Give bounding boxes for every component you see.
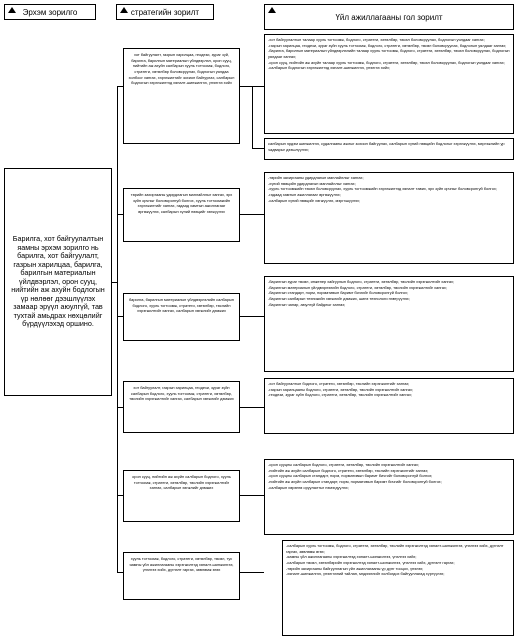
strategy-text: орон сууц, нийтийн аж ахуйн салбарын бодлого, хууль тогтоомж, стратеги, хөтөлбөр, төслийн хэрэгжилтийг хангах, салбарын хөгжлийг дэмжих — [132, 474, 231, 491]
goals-box-6 — [282, 540, 514, 636]
strategy-box-2 — [123, 188, 240, 242]
goal-item: -хот байгуулалтын талаар хууль тогтоомж, бодлого, стратеги, хөтөлбөр, төсөл боловсруулах, бодлогын уялдааг хангах; — [268, 37, 485, 42]
goal-item: -орон сууцны салбарын бодлого, стратеги, хөтөлбөр, төслийн хэрэгжилтийг хангах; — [268, 462, 420, 467]
goal-item: -хууль тогтоомжийн төсөл боловсруулах, хууль тогтоомжийн хэрэгжилтэд хяналт тавих, эрх зүйн орчныг боловсронгуй болгох; — [268, 186, 497, 192]
mission-text: Барилга, хот байгуулалтын яамны эрхэм зорилго нь барилга, хот байгуулалт, газрын харилцаа, барилга, барилгын материалын үйлдвэрлэл, орон сууц, нийтийн аж ахуйн бодлогын үр нөлөөг дээшлүүлэх замаар эрүүл аюулгүй, тав тухтай амьдрах нөхцөлийг бүрдүүлэхэд оршино. — [11, 234, 105, 329]
goal-item: -барилгын стандарт, норм, нормативын баримт бичгийг боловсронгуй болгох; — [268, 290, 409, 296]
strategy-box-1 — [123, 48, 240, 144]
strategy-text: хууль тогтоомж, бодлого, стратеги, хөтөлбөр, төсөл, тус яамны үйл ажиллагааны хэрэгжилтэд хяналт-шинжилгээ, үнэлгээ хийх, дүгнэлт гаргах, зөвлөмж өгөх — [129, 556, 234, 573]
goal-item: -нийтийн аж ахуйн салбарын стандарт, норм, нормативын баримт бичгийг боловсронгуй болгох; — [268, 478, 442, 484]
goal-item: -салбарын хүний нөөцийг хөгжүүлэх, мэргэшүүлэх; — [268, 197, 361, 203]
strategy-box-6 — [123, 552, 240, 600]
header-mission — [4, 4, 96, 20]
goal-item: -салбарын бодлогын хэрэгжилтэд хяналт-шинжилгээ, үнэлгээ хийх; — [268, 65, 391, 71]
connector-right-1c — [252, 148, 264, 149]
mission-box — [4, 168, 112, 396]
goal-item: -хяналт-шинжилгээ, үнэлгээний тайлан, мэдээллийг холбогдох байгууллагад хүргүүлэх; — [286, 571, 445, 577]
goals-box-4 — [264, 378, 514, 434]
goal-item: -барилгын салбарын техникийн хөгжлийг дэмжих, шинэ технологи нэвтрүүлэх; — [268, 295, 410, 301]
header-mission-label: Эрхэм зорилго — [22, 7, 78, 17]
connector-right-2 — [240, 214, 264, 215]
goal-item: -гадаад хамтын ажиллагааг өргөжүүлэх; — [268, 191, 341, 197]
goal-item: -барилгын материалын үйлдвэрлэлийн бодлого, стратеги, хөтөлбөр, төслийн хэрэгжилтийг хангах; — [268, 284, 447, 290]
goal-note: салбарын эрдэм шинжилгээ, судалгааны ажлыг зохион байгуулах, салбарын хүний нөөцийн бодлогыг хэрэгжүүлэх, мэргэжлийн ур чадварыг дээшлүүлэх; — [268, 141, 505, 152]
header-strategy-label: стратегийн зорилт — [130, 7, 200, 17]
connector-right-6 — [240, 572, 264, 573]
connector-right-3 — [240, 316, 264, 317]
goal-item: -салбарын төсөл, хөтөлбөрийн хэрэгжилтэд хяналт-шинжилгээ, үнэлгээ хийх, дүгнэлт гаргах; — [286, 559, 455, 565]
strategy-box-4 — [123, 381, 240, 433]
goals-box-5 — [264, 459, 514, 535]
goal-item: -салбарын хууль тогтоомж, бодлого, стратеги, хөтөлбөр, төслийн хэрэгжилтэд хяналт-шинжилгээ, үнэлгээ хийх, дүгнэлт гаргах, зөвлөмж өгөх; — [286, 543, 504, 554]
strategy-text: төрийн захиргааны удирдлагын манлайллыг хангах, эрх зүйн орчныг боловсронгуй болгох, хууль тогтоомжийн хэрэгжилтийг хангах, гадаад хамтын ажиллагааг өргөжүүлэх, салбарын хүний нөөцийг хөгжүүлэх — [130, 192, 233, 214]
connector-right-1b — [252, 86, 253, 148]
goal-item: -барилгын зураг төсөл, инженер хайгуулын бодлого, стратеги, хөтөлбөр, төслийн хэрэгжилтийг хангах; — [268, 279, 455, 284]
header-strategy — [116, 4, 214, 20]
goal-item: -геодези, зураг зүйн бодлого, стратеги, хөтөлбөр, төслийн хэрэгжилтийг хангах; — [268, 392, 412, 398]
strategy-text: хот байгуулалт, газрын харилцаа, геодези, зураг зүйн салбарын бодлого, хууль тогтоомж, стратеги, хөтөлбөр, төслийн хэрэгжилтийг хангах, салбарын хөгжлийг дэмжих — [129, 385, 234, 402]
triangle-icon — [120, 7, 128, 13]
goal-item: -газрын харилцаа, геодези, зураг зүйн хууль тогтоомж, бодлого, стратеги, хөтөлбөр, төсөл боловсруулах, бодлогын уялдааг хангах; — [268, 42, 507, 48]
goal-item: -хүний нөөцийн удирдлагын манлайллыг хангах; — [268, 180, 356, 186]
triangle-icon — [8, 7, 16, 13]
goals-note-box — [264, 138, 514, 160]
strategy-box-3 — [123, 293, 240, 341]
goal-item: -салбарын хөрөнгө оруулалтыг нэмэгдүүлэх; — [268, 484, 349, 490]
header-goals — [264, 4, 514, 30]
goals-box-2 — [264, 172, 514, 264]
goals-box-3 — [264, 276, 514, 372]
goal-item: -нийтийн аж ахуйн салбарын бодлого, стратеги, хөтөлбөр, төслийн хэрэгжилтийг хангах; — [268, 467, 429, 473]
connector-trunk — [117, 86, 118, 572]
goal-item: -газрын харилцааны бодлого, стратеги, хөтөлбөр, төслийн хэрэгжилтийг хангах; — [268, 386, 414, 392]
goal-item: -яамны үйл ажиллагааны хэрэгжилтэд хяналт-шинжилгээ, үнэлгээ хийх; — [286, 554, 417, 560]
goal-item: -төрийн захиргааны байгууллагын үйл ажиллагааны үр дүнг тооцох, үнэлэх; — [286, 565, 424, 571]
strategy-box-5 — [123, 470, 240, 522]
header-goals-label: Үйл ажиллагааны гол зорилт — [335, 12, 443, 22]
triangle-icon — [268, 7, 276, 13]
connector-right-4 — [240, 407, 264, 408]
goal-item: -орон сууц, нийтийн аж ахуйн талаар хууль тогтоомж, бодлого, стратеги, хөтөлбөр, төсөл боловсруулах, бодлогын уялдааг хангах; — [268, 59, 505, 65]
goal-item: -хот байгуулалтын бодлого, стратеги, хөтөлбөр, төслийн хэрэгжилтийг хангах; — [268, 381, 410, 386]
goal-item: -барилга, барилгын материалын үйлдвэрлэлийн талаар хууль тогтоомж, бодлого, стратеги, хөтөлбөр, төсөл боловсруулах, бодлогын уялдааг хангах; — [268, 48, 510, 59]
strategy-text: хот байгуулалт, газрын харилцаа, геодези, зураг зүй, барилга, барилгын материалын үйлдвэрлэл, орон сууц, нийтийн аж ахуйн салбарын хууль тогтоомж, бодлого, стратеги, хөтөлбөр боловсруулах, бодлогын уялдаа холбоог хангах, хэрэгжилтийг зохион байгуулах, салбарын бодлогын хэрэгжилтэд хяналт-шинжилгээ, үнэлгээ хийх — [128, 52, 235, 86]
goal-item: -төрийн захиргааны удирдлагын манлайллыг хангах; — [268, 175, 364, 180]
strategy-text: барилга, барилгын материалын үйлдвэрлэлийн салбарын бодлого, хууль тогтоомж, стратеги, хөтөлбөр, төслийн хэрэгжилтийг хангах, салбарын хөгжлийг дэмжих — [129, 297, 234, 314]
goals-box-1 — [264, 34, 514, 134]
goal-item: -орон сууцны салбарын стандарт, норм, нормативын баримт бичгийг боловсронгуй болгох; — [268, 473, 433, 479]
connector-right-5 — [240, 495, 264, 496]
goal-item: -барилгын чанар, аюулгүй байдлыг хангах; — [268, 301, 346, 307]
